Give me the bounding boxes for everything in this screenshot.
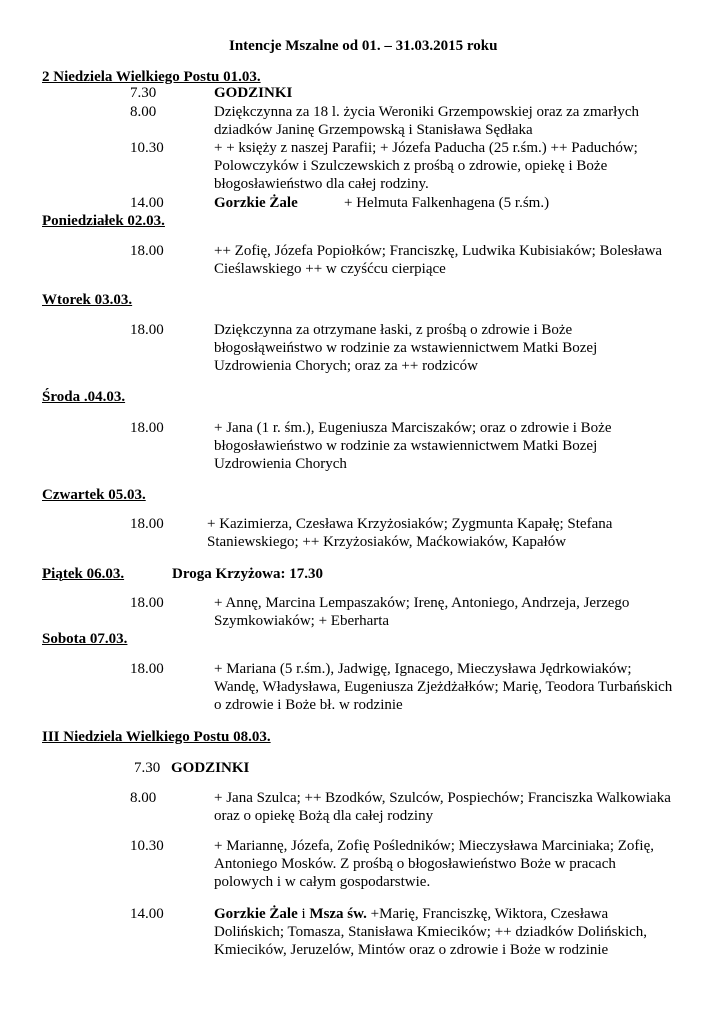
mass-time: 18.00: [130, 661, 164, 677]
intention-text: Dolińskich; Tomasza, Stanisława Kmiecików; ++ dziadków Dolińskich,: [214, 924, 648, 940]
mass-time: 7.30: [130, 85, 157, 101]
mass-time: 10.30: [130, 140, 164, 156]
intention-text: + Mariannę, Józefa, Zofię Pośledników; Mieczysława Marciniaka; Zofię,: [214, 838, 654, 854]
intention-text: Wandę, Władysława, Eugeniusza Zjeżdżałków; Marię, Teodora Turbańskich: [214, 679, 673, 695]
intention-text: błogosłąweiństwo w rodzinie za wstawiennictwem Matki Bozej: [214, 340, 598, 356]
mass-time: 7.30: [134, 760, 161, 776]
intention-text: polowych i w całym gospodarstwie.: [214, 874, 431, 890]
intention-text: Cieślawskiego ++ w czyśćcu cierpiące: [214, 261, 446, 277]
mass-time: 14.00: [130, 195, 164, 211]
intention-text: błogosławieństwo dla całej rodziny.: [214, 176, 429, 192]
mass-time: 18.00: [130, 322, 164, 338]
intention-line: [214, 905, 608, 923]
day-header: Wtorek 03.03.: [42, 292, 133, 308]
intention-text: + Jana Szulca; ++ Bzodków, Szulców, Pospiechów; Franciszka Walkowiaka: [214, 790, 671, 806]
day-header: Środa .04.03.: [42, 389, 126, 405]
intention-text: Uzdrowienia Chorych; oraz za ++ rodziców: [214, 358, 478, 374]
devotion-name: Gorzkie Żale: [214, 195, 298, 211]
mass-name: Msza św.: [309, 906, 367, 922]
day-header: III Niedziela Wielkiego Postu 08.03.: [42, 729, 271, 745]
intention-text: o zdrowie i Boże bł. w rodzinie: [214, 697, 403, 713]
intention-text: błogosławieństwo w rodzinie za wstawiennictwem Matki Bozej: [214, 438, 598, 454]
intention-text: + Helmuta Falkenhagena (5 r.śm.): [344, 195, 550, 211]
intention-text: Staniewskiego; ++ Krzyżosiaków, Maćkowiaków, Kapałów: [207, 534, 567, 550]
intention-text: GODZINKI: [171, 760, 250, 776]
intention-text: oraz o opiekę Bożą dla całej rodziny: [214, 808, 434, 824]
intention-text: dziadków Janinę Grzempowską i Stanisława Sędłaka: [214, 122, 533, 138]
mass-time: 18.00: [130, 420, 164, 436]
day-header: Piątek 06.03.: [42, 566, 125, 582]
page-title: Intencje Mszalne od 01. – 31.03.2015 roku: [229, 38, 498, 54]
intention-text: Dziękczynna za otrzymane łaski, z prośbą o zdrowie i Boże: [214, 322, 573, 338]
intention-text: + + księży z naszej Parafii; + Józefa Paducha (25 r.śm.) ++ Paduchów;: [214, 140, 638, 156]
intention-text: + Jana (1 r. śm.), Eugeniusza Marciszaków; oraz o zdrowie i Boże: [214, 420, 612, 436]
intention-text: + Kazimierza, Czesława Krzyżosiaków; Zygmunta Kapałę; Stefana: [207, 516, 613, 532]
intention-text: Dziękczynna za 18 l. życia Weroniki Grzempowskiej oraz za zmarłych: [214, 104, 639, 120]
stations-of-cross: Droga Krzyżowa: 17.30: [172, 566, 323, 582]
day-header: 2 Niedziela Wielkiego Postu 01.03.: [42, 69, 261, 85]
day-header: Poniedziałek 02.03.: [42, 213, 165, 229]
intention-text: GODZINKI: [214, 85, 293, 101]
mass-time: 14.00: [130, 906, 164, 922]
intention-text: Szymkowiaków; + Eberharta: [214, 613, 390, 629]
intention-text: Antoniego Mosków. Z prośbą o błogosławieństwo Boże w pracach: [214, 856, 616, 872]
mass-time: 8.00: [130, 790, 157, 806]
intention-text: Kmiecików, Jeruzelów, Mintów oraz o zdrowie i Boże w rodzinie: [214, 942, 609, 958]
day-header: Sobota 07.03.: [42, 631, 128, 647]
connector-text: i: [297, 906, 310, 922]
mass-time: 10.30: [130, 838, 164, 854]
intention-text: Uzdrowienia Chorych: [214, 456, 347, 472]
mass-time: 18.00: [130, 516, 164, 532]
mass-time: 18.00: [130, 243, 164, 259]
intention-text: +Marię, Franciszkę, Wiktora, Czesława: [366, 906, 609, 922]
intention-text: + Annę, Marcina Lempaszaków; Irenę, Antoniego, Andrzeja, Jerzego: [214, 595, 630, 611]
day-header: Czwartek 05.03.: [42, 487, 146, 503]
intention-text: ++ Zofię, Józefa Popiołków; Franciszkę, Ludwika Kubisiaków; Bolesława: [214, 243, 663, 259]
mass-time: 18.00: [130, 595, 164, 611]
devotion-name: Gorzkie Żale: [214, 906, 298, 922]
intention-text: Polowczyków i Szulczewskich z prośbą o zdrowie, opiekę i Boże: [214, 158, 608, 174]
mass-time: 8.00: [130, 104, 157, 120]
intention-text: + Mariana (5 r.śm.), Jadwigę, Ignacego, Mieczysława Jędrkowiaków;: [214, 661, 632, 677]
